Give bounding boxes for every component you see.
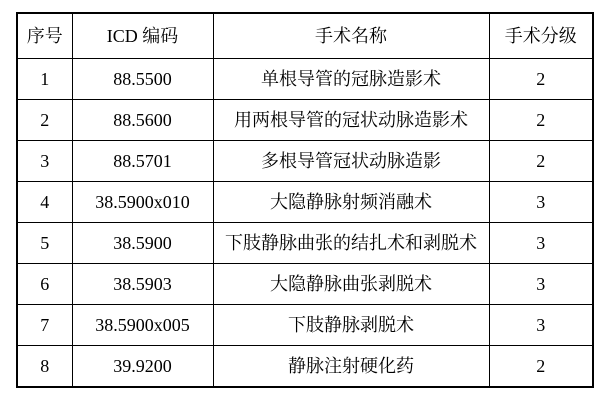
- cell-seq: 6: [17, 264, 72, 305]
- table-row: [17, 141, 593, 182]
- cell-seq: 8: [17, 346, 72, 388]
- header-row: [17, 13, 593, 59]
- surgery-grade-table: [16, 12, 594, 388]
- table-row: [17, 346, 593, 388]
- cell-grade: 2: [489, 346, 593, 388]
- cell-icd: 88.5701: [72, 141, 213, 182]
- table-row: [17, 223, 593, 264]
- table-row: [17, 100, 593, 141]
- cell-icd: 88.5500: [72, 59, 213, 100]
- column-header-icd: ICD 编码: [72, 13, 213, 59]
- cell-seq: 7: [17, 305, 72, 346]
- cell-name: 大隐静脉曲张剥脱术: [213, 264, 489, 305]
- cell-name: 下肢静脉曲张的结扎术和剥脱术: [213, 223, 489, 264]
- cell-icd: 38.5903: [72, 264, 213, 305]
- cell-icd: 38.5900: [72, 223, 213, 264]
- cell-seq: 3: [17, 141, 72, 182]
- table-row: [17, 264, 593, 305]
- cell-grade: 2: [489, 59, 593, 100]
- cell-name: 多根导管冠状动脉造影: [213, 141, 489, 182]
- cell-icd: 39.9200: [72, 346, 213, 388]
- table-body: [17, 59, 593, 388]
- cell-seq: 2: [17, 100, 72, 141]
- cell-icd: 38.5900x010: [72, 182, 213, 223]
- cell-grade: 3: [489, 223, 593, 264]
- column-header-name: 手术名称: [213, 13, 489, 59]
- cell-seq: 4: [17, 182, 72, 223]
- table-row: [17, 182, 593, 223]
- cell-icd: 38.5900x005: [72, 305, 213, 346]
- cell-grade: 3: [489, 264, 593, 305]
- table-row: [17, 305, 593, 346]
- cell-seq: 1: [17, 59, 72, 100]
- cell-icd: 88.5600: [72, 100, 213, 141]
- cell-grade: 3: [489, 305, 593, 346]
- cell-seq: 5: [17, 223, 72, 264]
- cell-name: 静脉注射硬化药: [213, 346, 489, 388]
- cell-grade: 2: [489, 100, 593, 141]
- table-header: [17, 13, 593, 59]
- cell-grade: 2: [489, 141, 593, 182]
- cell-name: 用两根导管的冠状动脉造影术: [213, 100, 489, 141]
- column-header-seq: 序号: [17, 13, 72, 59]
- cell-name: 大隐静脉射频消融术: [213, 182, 489, 223]
- cell-name: 单根导管的冠脉造影术: [213, 59, 489, 100]
- cell-name: 下肢静脉剥脱术: [213, 305, 489, 346]
- table-row: [17, 59, 593, 100]
- cell-grade: 3: [489, 182, 593, 223]
- column-header-grade: 手术分级: [489, 13, 593, 59]
